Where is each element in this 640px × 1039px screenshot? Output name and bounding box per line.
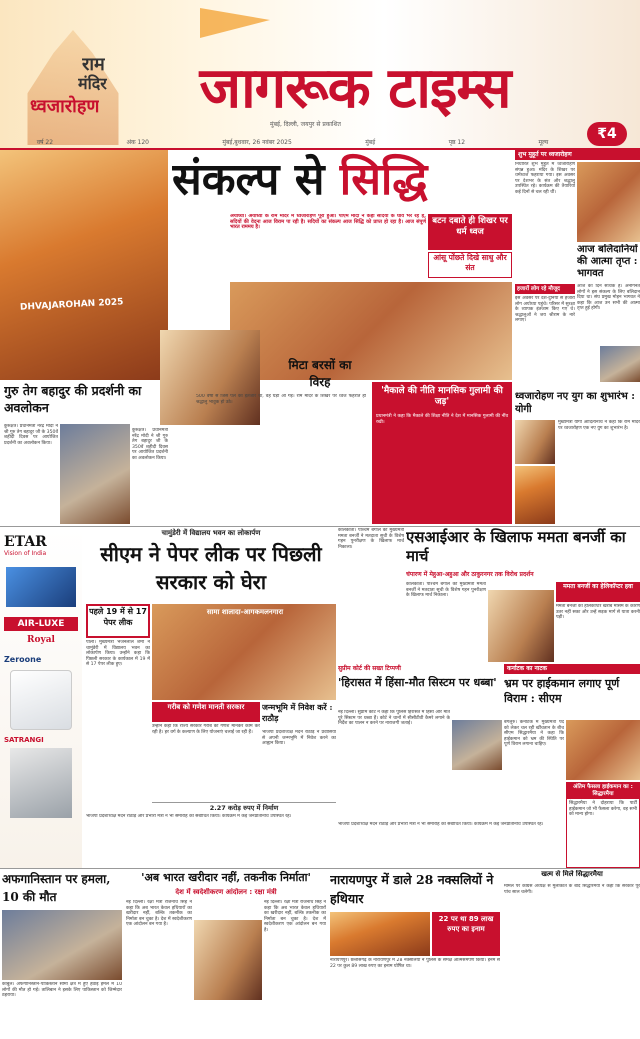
cm-photo: [152, 604, 336, 700]
ad-brand: ETAR: [4, 534, 47, 550]
mita-headline: मिटा बरसों का विरह: [288, 358, 352, 389]
ad-panel[interactable]: [0, 528, 82, 868]
karnataka-box-head: अंतिम फैसला हाईकमान का : सिद्धारमैया: [567, 783, 639, 799]
aaj-headline: आज बलिदानियों की आत्मा तृप्त : भागवत: [577, 244, 638, 279]
hazari-text: इस अवसर पर देश-दुनिया से हजारों लोग अयोध्या पहुंचे। परिसर में सुरक्षा के व्यापक इंतजाम किए गए थे। श्रद्धालुओं ने जय श्रीराम के नारे लगाए।: [515, 296, 575, 324]
rajnath-sub: देश में स्वदेशीकरण आंदोलन : रक्षा मंत्री: [175, 888, 277, 896]
issue-year: वर्ष 22: [36, 139, 54, 146]
sir-sub: चंपारण में मेहुआ-अहुआ और ठाकुरनगर तक विरोध प्रदर्शन: [406, 571, 534, 578]
rajnath-headline: 'अब भारत खरीदार नहीं, तकनीक निर्माता': [141, 871, 311, 884]
rajnath-text: नई दिल्ली। रक्षा मंत्री राजनाथ सिंह ने कहा कि अब भारत केवल हथियारों का खरीदार नहीं, बल्कि तकनीक का निर्माता बन चुका है। देश में स्वदेशीकरण एक आंदोलन बन गया है।: [126, 900, 192, 928]
naxal-photo: [330, 912, 430, 956]
flag-mandir: मंदिर: [78, 74, 107, 93]
issue-city: मुंबई: [365, 139, 376, 146]
exhibition-photo: [60, 424, 130, 524]
issue-date: मुंबई,बुधवार, 26 नवंबर 2025: [222, 139, 292, 146]
mamata-tag: ममता बनर्जी का हेलिकॉप्टर हवा: [556, 582, 640, 602]
mamata-text: ममता बनर्जी का हेलिकॉप्टर खराब मौसम के कारण उतर नहीं सका और उन्हें सड़क मार्ग से यात्रा करनी पड़ी।: [556, 604, 640, 621]
ad-brand-2: Zeroone: [4, 655, 42, 664]
afghan-headline: अफगानिस्तान पर हमला, 10 की मौत: [2, 872, 111, 904]
afghan-photo: [2, 910, 122, 980]
karnataka-tag: कर्नाटक का नाटक: [504, 664, 640, 674]
temple-banner-text: DHVAJAROHAN 2025: [19, 297, 124, 313]
mita-text: 500 वर्षों से जिस पल का इंतजार था, वह घड़ी आ गई। राम मंदिर के शिखर पर ध्वज फहराते ही श्रद्धालु भावुक हो उठे।: [196, 394, 366, 405]
price-badge: ₹4: [587, 122, 627, 146]
lokarpan-label: चामुंडेरी में विद्यालय भवन का लोकार्पण: [161, 529, 261, 537]
saffron-flag-icon: [200, 8, 270, 38]
yogi-photo: [515, 420, 555, 464]
aaj-text: आज का दिन सार्थक है। अनगिनत लोगों ने इस संकल्प के लिए बलिदान दिया था। संघ प्रमुख मोहन भागवत ने कहा कि आज उन सभी की आत्मा तृप्त हुई होगी।: [577, 284, 640, 312]
cost-label: 2.27 करोड़ रुपए में निर्माण: [152, 802, 336, 812]
top-headline: [172, 150, 512, 212]
garib-text: उन्होंने कहा कि राज्य सरकार गरीब को गणेश मानकर काम कर रही है। हर वर्ग के कल्याण के लिए योजनाएं चलाई जा रही हैं।: [152, 724, 260, 735]
cm-text: पाली। मुख्यमंत्री भजनलाल शर्मा ने चामुंडेरी में विद्यालय भवन का लोकार्पण किया। उन्होंने कहा कि पिछली सरकार के कार्यकाल में 19 में से 17 पेपर लीक हुए।: [86, 640, 150, 668]
karnataka-box-text: सिद्धारमैया ने दोहराया कि पार्टी हाईकमान जो भी फैसला करेगा, वह सभी को मान्य होगा।: [569, 801, 637, 818]
flag-ram: राम: [82, 54, 105, 75]
shubh-muhurt-tag: शुभ मुहूर्त पर ध्वजारोहण: [515, 150, 640, 160]
khatam-tag: खत्म से मिले सिद्धारमैया: [541, 870, 603, 878]
ceremony-photo: [230, 282, 512, 380]
ramdata-text: भाजपा प्रदेशाध्यक्ष मदन राठौड़ और प्रभारी मंत्री ने भी समारोह को संबोधित किया। कार्यक्रम में कई जनप्रतिनिधि उपस्थित रहे।: [86, 814, 292, 819]
ad-sub: Vision of India: [4, 550, 47, 557]
karnataka-headline: भ्रम पर हाईकमान लगाए पूर्ण विराम : सीएम: [504, 677, 620, 705]
afghan-text: काबुल। अफगानिस्तान-पाकिस्तान सीमा क्षेत्र में हुए हवाई हमले में 10 लोगों की मौत हो गई। तालिबान ने इसके लिए पाकिस्तान को जिम्मेदार ठहराया।: [2, 982, 122, 999]
supreme-text-2: भाजपा प्रदेशाध्यक्ष मदन राठौड़ और प्रभारी मंत्री ने भी समारोह को संबोधित किया। कार्यक्रम में कई जनप्रतिनिधि उपस्थित रहे।: [338, 822, 544, 827]
khatam-text: मामले पर कांग्रेस अध्यक्ष से मुलाकात के बाद सिद्धारमैया ने कहा कि सरकार पूरे पांच साल चलेगी।: [504, 884, 640, 895]
narayanpur-headline: नारायणपुर में डाले 28 नक्सलियों ने हथियार: [330, 872, 494, 906]
photo-banner: सामा शालादा-आगकमलनगारा: [206, 608, 284, 616]
dhwaj-text: मुख्यमंत्री योगी आदित्यनाथ ने कहा कि राम मंदिर पर ध्वजारोहण एक नए युग का शुभारंभ है।: [558, 420, 640, 431]
sir-col-text: कोलकाता। पश्चिम बंगाल की मुख्यमंत्री ममता बनर्जी ने मतदाता सूची के विशेष गहन पुनरीक्षण के खिलाफ मार्च निकाला।: [338, 528, 404, 550]
cm-box: पहले 19 में से 17 पेपर लीक: [86, 604, 150, 638]
supreme-tag: सुप्रीम कोर्ट की सख्त टिप्पणी: [338, 665, 401, 672]
ad-charger-image: [10, 670, 72, 730]
top-headline-b: सिद्धि: [339, 154, 428, 205]
flag-dhvajarohan: ध्वजारोहण: [30, 96, 100, 117]
dhwaj-headline-text: ध्वजारोहण नए युग का शुभारंभ : योगी: [515, 391, 635, 415]
cm-headline: सीएम ने पेपर लीक पर पिछली सरकार को घेरा: [100, 542, 322, 594]
sir-headline: एसआईआर के खिलाफ ममता बनर्जी का मार्च: [406, 528, 626, 565]
issue-pages: पृष्ठ 12: [448, 139, 466, 146]
court-photo: [452, 720, 502, 770]
guru-text: कुरुक्षेत्र। प्रधानमंत्री नरेंद्र मोदी ने श्री गुरु तेग बहादुर जी के 350वें शहीदी दिवस पर आयोजित प्रदर्शनी का अवलोकन किया।: [4, 424, 58, 446]
issue-number: अंक 120: [126, 139, 149, 146]
quote-text: 'मैकाले की नीति मानसिक गुलामी की जड़': [381, 386, 503, 407]
ceremony-photo-right: [577, 162, 640, 242]
ad-product-2: Royal: [27, 635, 55, 645]
narayanpur-box: 22 पर था 89 लाख रुपए का इनाम: [432, 912, 500, 956]
top-intro: अयोध्या। अयोध्या के राम मंदिर में ध्वजारोहण पूरा हुआ। पीएम मोदी ने कहा सदियों के घाव भर रहे हैं, सदियों की वेदना आज विराम पा रही है। सदियों का संकल्प आज सिद्धि को प्राप्त हो रहा है। आज संपूर्ण भारत राममय है।: [230, 214, 426, 231]
ad-product-image: [6, 567, 76, 607]
guru-headline: गुरु तेग बहादुर की प्रदर्शनी का अवलोकन: [4, 383, 142, 415]
janm-text: भाजपा प्रदेशाध्यक्ष मदन राठौड़ ने प्रवासियों से अपनी जन्मभूमि में निवेश करने का आह्वान किया।: [262, 730, 336, 747]
supreme-text: नई दिल्ली। सुप्रीम कोर्ट ने कहा कि पुलिस हिरासत में हिंसा और मौतें पूरे सिस्टम पर धब्बा हैं। कोर्ट ने थानों में सीसीटीवी कैमरे लगाने के निर्देश का पालन न करने पर नाराजगी जताई।: [338, 710, 450, 727]
siddaramaiah-photo: [566, 720, 640, 780]
shubh-muhurt-text: निर्धारित शुभ मुहूर्त में ध्वजारोहण संपन्न हुआ। मंदिर के शिखर पर धर्मध्वज फहराया गया। इस अवसर पर देशभर के संत और श्रद्धालु उपस्थित रहे। कार्यक्रम की तैयारियां कई दिनों से चल रही थीं।: [515, 162, 575, 195]
janm-headline: जन्मभूमि में निवेश करें : राठौड़: [262, 702, 333, 723]
masthead: [0, 0, 640, 148]
narayanpur-text: नारायणपुर। छत्तीसगढ़ के नारायणपुर में 28 नक्सलियों ने पुलिस के समक्ष आत्मसमर्पण किया। इनमें से 22 पर कुल 89 लाख रुपए का इनाम घोषित था।: [330, 958, 500, 969]
issue-price-label: मूल्य: [538, 139, 549, 146]
bhagwat-photo: [600, 346, 640, 382]
ram-temple-photo: [0, 150, 168, 380]
newspaper-title: जागरूक टाइम्स: [199, 56, 511, 120]
ad-product: AIR-LUXE: [4, 617, 78, 631]
hazari-tag: हजारों लोग रहे मौजूद: [515, 284, 575, 294]
supreme-headline: 'हिरासत में हिंसा-मौत सिस्टम पर धब्बा': [338, 676, 497, 689]
divider: [0, 868, 640, 869]
ad-brand-3: SATRANGI: [4, 736, 44, 744]
ad-battery-image: [10, 748, 72, 818]
rajnath-photo: [194, 920, 262, 1000]
karnataka-text: बेंगलुरु। कर्नाटक में मुख्यमंत्री पद को लेकर चल रही खींचतान के बीच सीएम सिद्धारमैया ने कहा कि हाईकमान को भ्रम की स्थिति पर पूर्ण विराम लगाना चाहिए।: [504, 720, 564, 748]
quote-body: प्रधानमंत्री ने कहा कि मैकाले की शिक्षा नीति ने देश में मानसिक गुलामी की नींव रखी।: [376, 414, 508, 425]
top-box-b: आंसू पोंछते दिखे साधु और संत: [428, 252, 512, 278]
sir-text: कोलकाता। पश्चिम बंगाल की मुख्यमंत्री ममता बनर्जी ने मतदाता सूची के विशेष गहन पुनरीक्षण के खिलाफ मार्च निकाला।: [406, 582, 486, 599]
top-box-a: बटन दबाते ही शिखर पर धर्म ध्वज: [428, 214, 512, 250]
temple-illustration: [8, 30, 138, 145]
issue-line: [0, 137, 585, 148]
guru-text-2: कुरुक्षेत्र। प्रधानमंत्री नरेंद्र मोदी ने श्री गुरु तेग बहादुर जी के 350वें शहीदी दिवस पर आयोजित प्रदर्शनी का अवलोकन किया।: [132, 428, 168, 461]
rajnath-text-2: नई दिल्ली। रक्षा मंत्री राजनाथ सिंह ने कहा कि अब भारत केवल हथियारों का खरीदार नहीं, बल्कि तकनीक का निर्माता बन चुका है। देश में स्वदेशीकरण एक आंदोलन बन गया है।: [264, 900, 326, 933]
tagline: मुंबई, दिल्ली, जयपुर से प्रकाशित: [270, 121, 341, 128]
divider: [0, 526, 640, 527]
dhwaj-headline: [515, 390, 640, 418]
karnataka-box: [566, 782, 640, 868]
garib-tag: गरीब को गणेश मानती सरकार: [152, 702, 260, 722]
event-photo: [515, 466, 555, 524]
mamata-photo: [488, 590, 554, 662]
top-headline-a: संकल्प से: [172, 154, 340, 205]
quote-box: [372, 382, 512, 524]
